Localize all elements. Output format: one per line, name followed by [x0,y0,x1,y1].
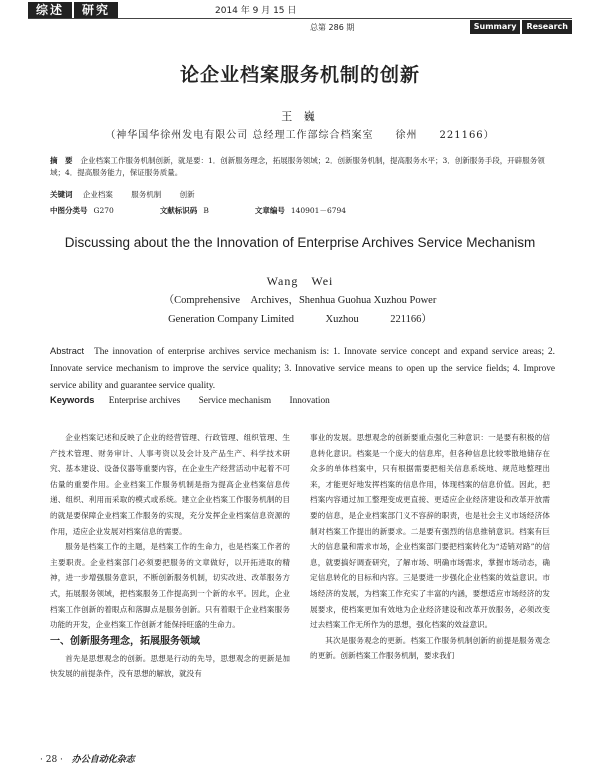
keyword-en-2: Service mechanism [198,396,272,406]
journal-name: 办公自动化杂志 [71,755,135,765]
keyword-cn-1: 企业档案 [82,190,113,199]
body-column-right [310,430,550,664]
meta-cn [50,205,346,216]
keyword-en-1: Enterprise archives [108,396,181,406]
abstract-en-label: Abstract [50,346,85,356]
keyword-cn-3: 创新 [179,190,195,199]
body-paragraph: 企业档案记述和反映了企业的经营管理、行政管理、组织管理、生产技术管理、财务审计、人事考资以及会计及产品生产、科学技术研究、基本建设、设备仪器等重要内容，在企业生产经营活动中起着不可估量的重要作用。企业档案工作服务机制是指为提高企业档案信息传递、组织、利用而采取的模式或系统。建立企业档案工作服务机制的目的就是要保障企业档案工作服务的实现，充分发挥企业档案信息资源的作用，适应企业发展对档案信息的需要。 [50,433,290,536]
clc-number [50,205,114,216]
abstract-en [50,343,555,395]
article-number [255,205,346,216]
header-tag-research: 研究 [74,2,118,18]
header-tags [28,2,120,18]
author-en: Wang Wei [266,274,334,288]
title-cn: 论企业档案服务机制的创新 [179,64,420,86]
body-paragraph: 首先是思想观念的创新。思想是行动的先导，思想观念的更新是加快发展的前提条件，没有思想的解放，就没有 [50,653,290,679]
body-paragraph: 事业的发展。思想观念的创新要重点强化三种意识：一是要有积极的信息转化意识。档案是一个庞大的信息库，但各种信息比较零散地储存在众多的单体档案中，只有根据需要把相关信息系统地、规范地整理出来，才能更好地发挥档案的信息作用，体现档案的信息价值。因此，把档案内容通过加工整理变成更直接、更适应企业经济建设和改革开放需要的信息，是企业档案部门义不容辞的职责，也是社会主义市场经济体制对档案工作提出的新要求。二是要有强烈的信息推销意识。档案有巨大的信息量和需求市场，企业档案部门要把档案转化为“适销对路”的信息，就要搞好调查研究，了解市场、明确市场需求，掌握市场动态，确定信息转化的目标和内容。三是要进一步强化企业档案的效益意识。市场经济的发展，为档案工作充实了丰富的内涵，要想适应市场经济的发展要求，使档案更加有效地为企业经济建设和改革开放服务，必须改变过去档案工作无所作为的思想，强化档案的效益意识。 [310,433,550,630]
body-column-left [50,430,290,682]
doc-value: B [203,206,209,215]
abstract-en-text: The innovation of enterprise archives service mechanism is: 1. Innovate service concept and expand service areas; 2. Innovate service mechanism to improve the service quality; 3. Innovative service means to open up the service fields; 4. Improve service ability and guarantee service quality. [50,347,555,391]
clc-value: G270 [93,206,114,215]
keywords-cn-label: 关键词 [50,190,73,199]
abstract-cn-text: 企业档案工作服务机制创新，就是要：1．创新服务理念，拓展服务领域；2．创新服务机制，提高服务水平；3．创新服务手段，开辟服务领域；4．提高服务能力，保证服务质量。 [50,156,545,177]
keywords-en-label: Keywords [50,395,95,405]
section-label-research: Research [522,20,572,34]
header-issue: 总第 286 期 [310,23,355,32]
page-number: · 28 · [40,755,63,765]
keywords-en [50,395,346,406]
header-date: 2014 年 9 月 15 日 [215,6,297,16]
affiliation-en-line1: （Comprehensive Archives，Shenhua Guohua Xuzhou Power [163,295,437,306]
author-cn: 王 巍 [281,110,319,123]
doc-label: 文献标识码 [159,206,198,215]
page-footer [40,752,135,765]
keyword-en-3: Innovation [289,396,330,406]
abstract-cn [50,155,555,179]
affiliation-en-line2: Generation Company Limited Xuzhou 221166） [168,314,432,325]
document-code [160,205,209,216]
abstract-cn-label: 摘 要 [50,156,73,165]
header-section-labels [468,20,572,34]
keywords-cn [50,189,211,200]
body-paragraph: 其次是服务观念的更新。档案工作服务机制创新的前提是服务观念的更新。创新档案工作服务机制，要求我们 [310,635,550,661]
header-rule [28,18,572,19]
section-label-summary: Summary [470,20,521,34]
header-tag-review: 综述 [28,2,72,18]
body-paragraph: 服务是档案工作的主题，是档案工作的生命力，也是档案工作者的主要职责。企业档案部门必须要把服务的文章做好，以开拓进取的精神，进一步增强服务意识，不断创新服务机制，切实改进、改革服务方式，拓展服务领域，把档案服务工作提高到一个新的水平。因此，企业档案工作创新的着眼点和落脚点是服务创新。只有着眼于企业档案服务功能的开发，企业档案工作创新才能保持旺盛的生命力。 [50,542,290,630]
clc-label: 中图分类号 [50,206,88,215]
affiliation-cn: （神华国华徐州发电有限公司 总经理工作部综合档案室 徐州 221166） [105,130,495,141]
section-heading-1: 一、创新服务理念，拓展服务领域 [50,635,200,647]
art-value: 140901－6794 [290,206,347,215]
art-label: 文章编号 [254,206,285,215]
keyword-cn-2: 服务机制 [131,190,162,199]
title-en: Discussing about the the Innovation of Enterprise Archives Service Mechanism [64,235,536,250]
